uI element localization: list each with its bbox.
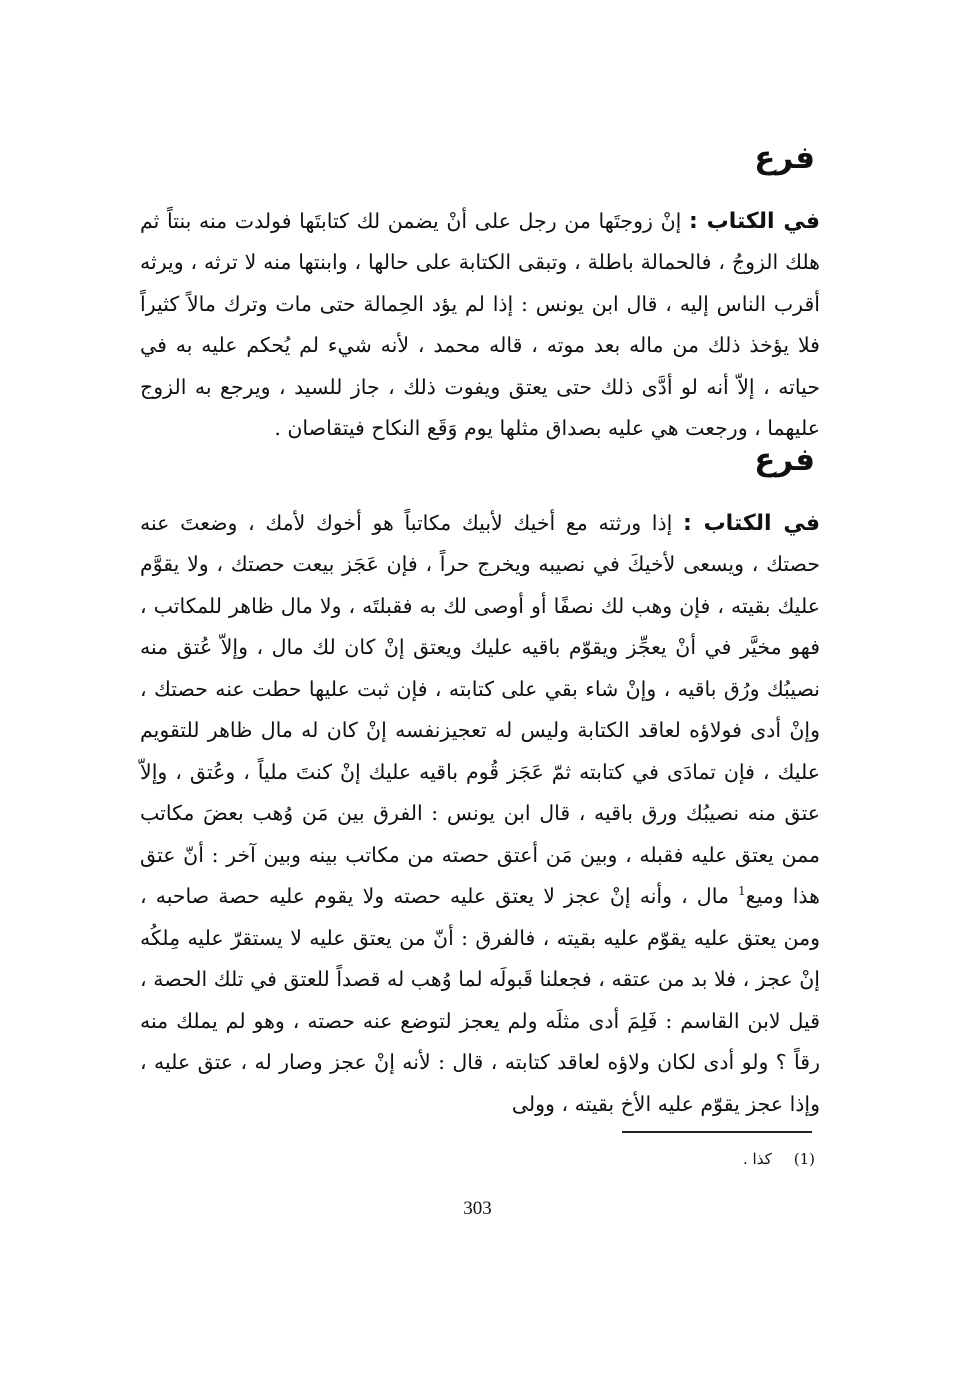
paragraph-text: إنْ زوجتَها من رجل على أنْ يضمن لك كتابتَها فولدت منه بنتاً ثم هلك الزوجُ ، فالحمالة باطلة ، وتبقى الكتابة على حالها ، وابنتها منه لا ترثه ، ويرثه أقرب الناس إليه ، قال ابن يونس : إذا لم يؤد الحِمالة حتى مات وترك مالاً كثيراً فلا يؤخذ ذلك من ماله بعد موته ، قاله محمد ، لأنه شيء لم يُحكم عليه به في حياته ، إلاّ أنه لو أدَّى ذلك حتى يعتق ويفوت ذلك ، جاز للسيد ، ويرجع به الزوج عليهما ، ورجعت هي عليه بصداق مثلها يوم وَقَع النكاح فيتقاصان . bbox=[140, 208, 820, 440]
section-heading: فرع bbox=[754, 140, 815, 176]
lead-label: في الكتاب : bbox=[688, 208, 820, 234]
paragraph bbox=[140, 503, 820, 1126]
footnote-number: (1) bbox=[793, 1150, 815, 1168]
paragraph bbox=[140, 201, 820, 450]
footnote-marker: 1 bbox=[738, 884, 746, 899]
section-heading: فرع bbox=[754, 442, 815, 478]
page-number: 303 bbox=[463, 1198, 492, 1219]
footnote-divider bbox=[622, 1131, 812, 1133]
footnote bbox=[743, 1148, 815, 1170]
paragraph-text: مال ، وأنه إنْ عجز لا يعتق عليه حصته ولا يقوم عليه حصة صاحبه ، ومن يعتق عليه يقوّم عليه بقيته ، فالفرق : أنّ من يعتق عليه لا يستقرّ عليه مِلكُه إنْ عجز ، فلا بد من عتقه ، فجعلنا قَبولَه لما وُهب له قصداً للعتق في تلك الحصة ، قيل لابن القاسم : فَلِمَ أدى مثلَه ولم يعجز لتوضع عنه حصته ، وهو لم يملك منه رقاً ؟ ولو أدى لكان ولاؤه لعاقد كتابته ، قال : لأنه إنْ عجز وصار له ، عتق عليه ، وإذا عجز يقوّم عليه الأخ بقيته ، وولى bbox=[140, 884, 820, 1116]
lead-label: في الكتاب : bbox=[682, 510, 820, 536]
footnote-text: كذا . bbox=[743, 1150, 772, 1168]
paragraph-text: إذا ورثته مع أخيك لأبيك مكاتباً هو أخوك لأمك ، وضعتَ عنه حصتك ، ويسعى لأخيكَ في نصيبه ويخرج حراً ، فإن عَجَز بيعت حصتك ، ولا يقوَّم عليك بقيته ، فإن وهب لك نصفًا أو أوصى لك به فقبلتَه ، ولا مال ظاهر للمكاتب ، فهو مخيَّر في أنْ يعجِّز ويقوّم باقيه عليك ويعتق إنْ كان لك مال ، وإلاّ عُتق منه نصيبُك ورُق باقيه ، وإنْ شاء بقي على كتابته ، فإن ثبت عليها حطت عنه حصتك ، وإنْ أدى فولاؤه لعاقد الكتابة وليس له تعجيزنفسه إنْ كان له مال ظاهر للتقويم عليك ، فإن تمادَى في كتابته ثمّ عَجَز قُوم باقيه عليك إنْ كنتَ ملياً ، وعُتق ، وإلاّ عتق منه نصيبُك ورق باقيه ، قال ابن يونس : الفرق بين مَن وُهب بعضَ مكاتب ممن يعتق عليه فقبله ، وبين مَن أعتق حصته من مكاتب بينه وبين آخر : أنّ عتق هذا وميع bbox=[140, 510, 820, 908]
